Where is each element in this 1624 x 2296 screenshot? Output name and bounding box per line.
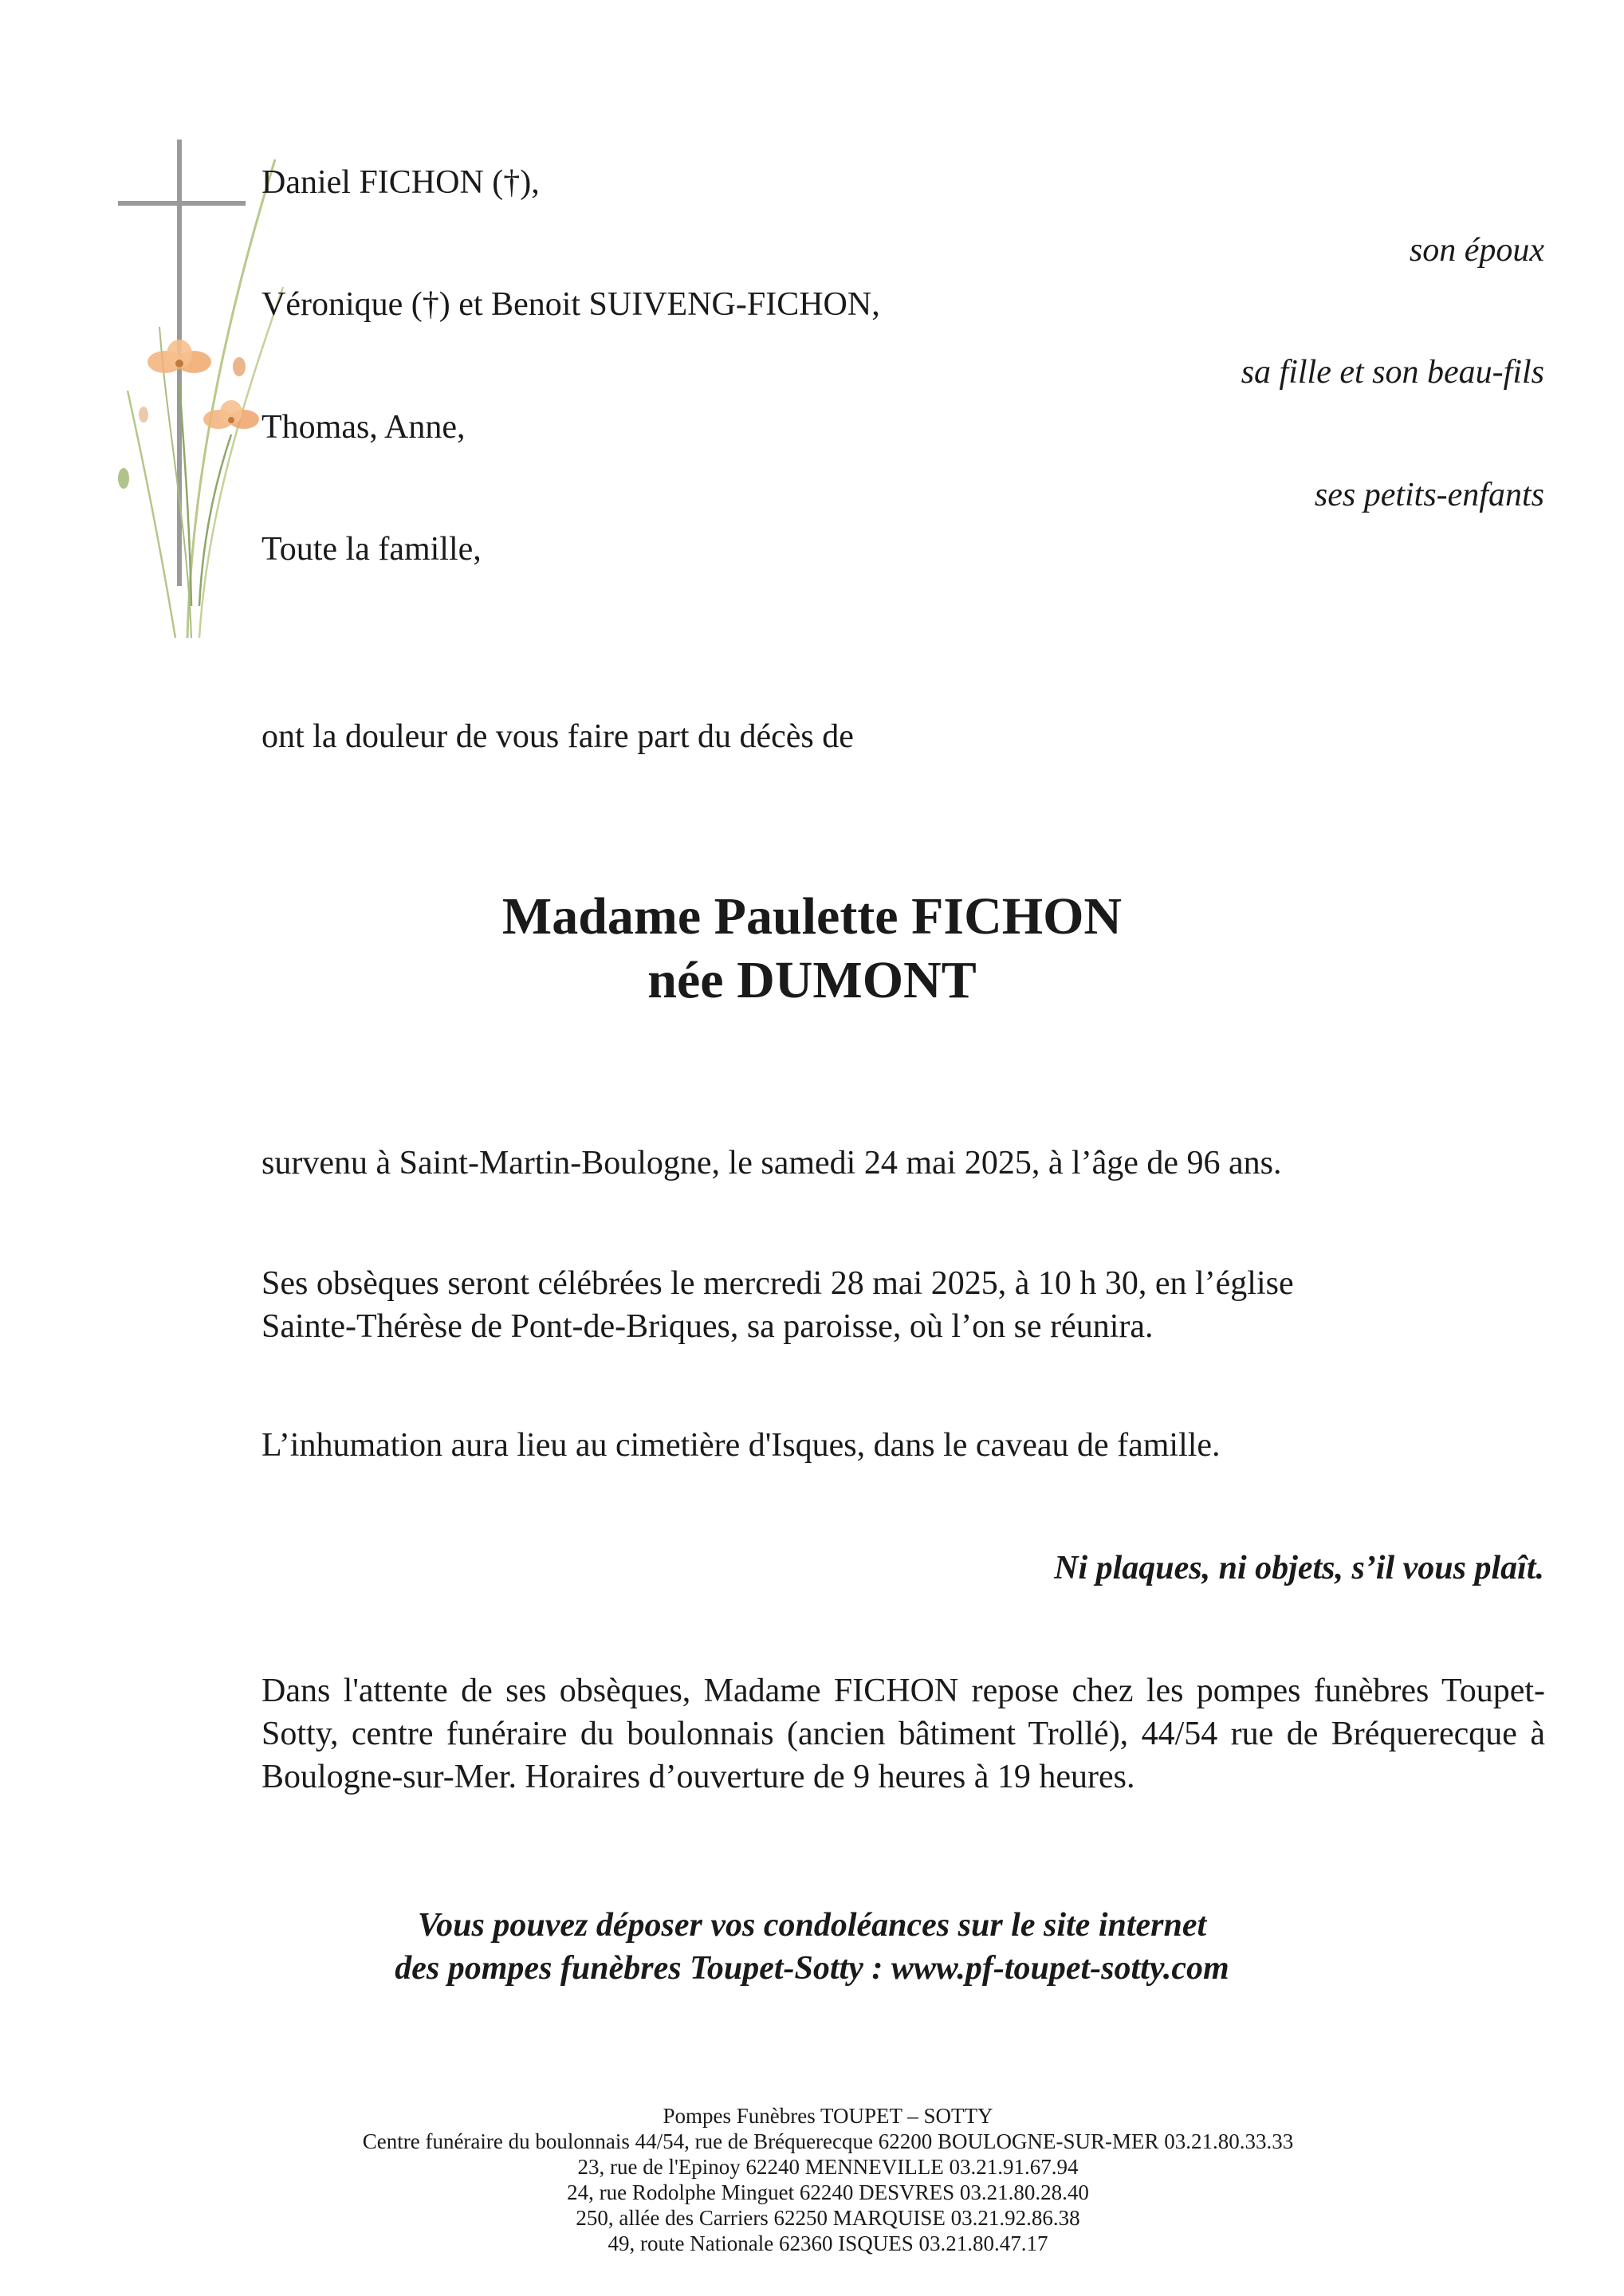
footer-line: 49, route Nationale 62360 ISQUES 03.21.80.47.17 bbox=[608, 2231, 1048, 2255]
footer-line: 250, allée des Carriers 62250 MARQUISE 03.21.92.86.38 bbox=[576, 2206, 1080, 2230]
burial-details: L’inhumation aura lieu au cimetière d'Isques, dans le caveau de famille. bbox=[261, 1427, 1221, 1464]
announcement-text: ont la douleur de vous faire part du décès de bbox=[261, 718, 854, 755]
family-member-name: Thomas, Anne, bbox=[261, 409, 466, 446]
flower-bud bbox=[233, 357, 246, 376]
no-plaques-notice: Ni plaques, ni objets, s’il vous plaît. bbox=[1054, 1550, 1544, 1586]
family-member-relation: sa fille et son beau-fils bbox=[1241, 354, 1544, 391]
viewing-details: Dans l'attente de ses obsèques, Madame FICHON repose chez les pompes funèbres Toupet-Sotty, centre funéraire du boulonnais (ancien bâtiment Trollé), 44/54 rue de Bréquerecque à Boulogne-sur-Mer. Horaires d’ouverture de 9 heures à 19 heures. bbox=[261, 1673, 1545, 1795]
family-member-name: Toute la famille, bbox=[261, 531, 482, 568]
funeral-line: Ses obsèques seront célébrées le mercredi 28 mai 2025, à 10 h 30, en l’église bbox=[261, 1265, 1294, 1302]
family-member-name: Daniel FICHON (†), bbox=[261, 164, 540, 201]
footer-line: 24, rue Rodolphe Minguet 62240 DESVRES 03.21.80.28.40 bbox=[567, 2180, 1089, 2204]
funeral-home-footer bbox=[16, 2103, 1624, 2256]
deceased-name bbox=[0, 885, 1624, 1012]
cross-flower-illustration bbox=[112, 128, 295, 654]
footer-line: Pompes Funèbres TOUPET – SOTTY bbox=[663, 2104, 993, 2128]
funeral-details bbox=[261, 1262, 1543, 1348]
funeral-line: Sainte-Thérèse de Pont-de-Briques, sa paroisse, où l’on se réunira. bbox=[261, 1308, 1154, 1345]
family-member-name: Véronique (†) et Benoit SUIVENG-FICHON, bbox=[261, 286, 880, 323]
footer-line: 23, rue de l'Epinoy 62240 MENNEVILLE 03.21.91.67.94 bbox=[577, 2155, 1079, 2179]
footer-line: Centre funéraire du boulonnais 44/54, rue de Bréquerecque 62200 BOULOGNE-SUR-MER 03.21.80.33.33 bbox=[362, 2129, 1294, 2153]
poppy-flower bbox=[147, 340, 211, 373]
condolences-line: des pompes funèbres Toupet-Sotty : www.pf-toupet-sotty.com bbox=[395, 1950, 1229, 1987]
flower-bud bbox=[139, 407, 148, 423]
death-details: survenu à Saint-Martin-Boulogne, le samedi 24 mai 2025, à l’âge de 96 ans. bbox=[261, 1145, 1282, 1181]
condolences-line: Vous pouvez déposer vos condoléances sur le site internet bbox=[417, 1907, 1207, 1944]
deceased-maiden-name: née DUMONT bbox=[647, 951, 977, 1009]
deceased-name-line: Madame Paulette FICHON bbox=[501, 887, 1123, 946]
poppy-flower bbox=[203, 400, 259, 429]
grass-stem bbox=[199, 287, 283, 638]
condolences-notice bbox=[0, 1904, 1624, 1990]
family-member-relation: ses petits-enfants bbox=[1314, 477, 1544, 513]
grass-stem bbox=[128, 391, 175, 638]
cross-horizontal-bar bbox=[118, 201, 246, 206]
flower-bud bbox=[118, 468, 129, 489]
family-member-relation: son époux bbox=[1409, 232, 1544, 269]
